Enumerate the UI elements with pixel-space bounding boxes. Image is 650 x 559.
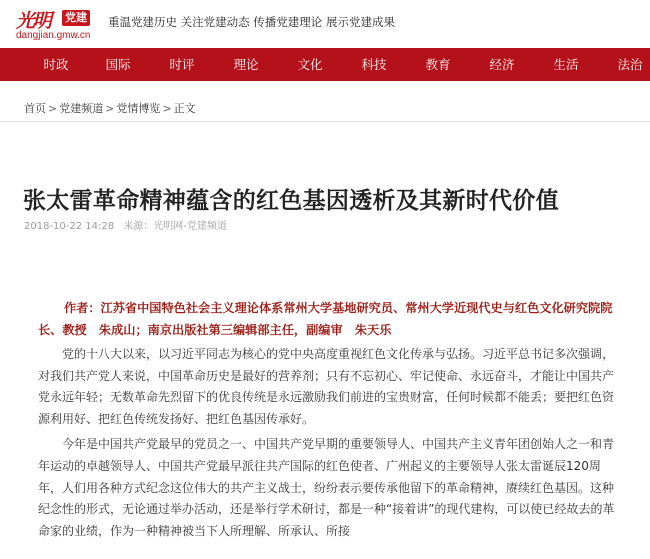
breadcrumb-channel[interactable]: 党建频道 bbox=[59, 102, 104, 115]
breadcrumb-home[interactable]: 首页 bbox=[24, 102, 46, 115]
nav-item-shenghuo[interactable]: 生活 bbox=[553, 57, 579, 72]
nav-item-fazhi[interactable]: 法治 bbox=[617, 57, 643, 72]
main-nav bbox=[0, 48, 650, 81]
site-header bbox=[0, 0, 650, 48]
nav-item-lilun[interactable]: 理论 bbox=[233, 57, 259, 72]
nav-item-shizheng[interactable]: 时政 bbox=[43, 57, 69, 72]
breadcrumb-current: 正文 bbox=[173, 102, 196, 115]
nav-item-guoji[interactable]: 国际 bbox=[105, 57, 131, 72]
nav-item-jingji[interactable]: 经济 bbox=[489, 57, 515, 72]
breadcrumb-separator: > bbox=[162, 102, 172, 115]
breadcrumb-separator: > bbox=[48, 102, 58, 115]
article-date: 2018-10-22 14:28 bbox=[24, 221, 115, 232]
nav-item-jiaoyu[interactable]: 教育 bbox=[425, 57, 451, 72]
article-byline: 作者：江苏省中国特色社会主义理论体系常州大学基地研究员、常州大学近现代史与红色文化研究院院长、教授 朱成山；南京出版社第三编辑部主任，副编审 朱天乐 bbox=[38, 301, 613, 337]
nav-item-keji[interactable]: 科技 bbox=[361, 57, 387, 72]
article-meta bbox=[24, 217, 233, 232]
site-logo[interactable] bbox=[14, 6, 96, 44]
logo-url: dangjian.gmw.cn bbox=[16, 30, 91, 41]
divider bbox=[0, 121, 650, 122]
article-paragraph: 党的十八大以来，以习近平同志为核心的党中央高度重视红色文化传承与弘扬。习近平总书记多次强调，对我们共产党人来说，中国革命历史是最好的营养剂；只有不忘初心、牢记使命、永远奋斗，才能让中国共产党永远年轻；无数革命先烈留下的优良传统是永远激励我们前进的宝贵财富，任何时候都不能丢；要把红色资源利用好、把红色传统发扬好、把红色基因传承好。 bbox=[38, 347, 615, 426]
nav-item-shiping[interactable]: 时评 bbox=[169, 57, 195, 72]
article-source: 来源：光明网-党建频道 bbox=[123, 221, 227, 232]
breadcrumb-section[interactable]: 党情博览 bbox=[116, 102, 161, 115]
article-title: 张太雷革命精神蕴含的红色基因透析及其新时代价值 bbox=[23, 187, 559, 214]
breadcrumb-separator: > bbox=[105, 102, 115, 115]
article-body bbox=[38, 297, 618, 542]
nav-item-wenhua[interactable]: 文化 bbox=[297, 57, 323, 72]
header-slogan: 重温党建历史 关注党建动态 传播党建理论 展示党建成果 bbox=[108, 15, 395, 29]
article-paragraph: 今年是中国共产党最早的党员之一、中国共产党早期的重要领导人、中国共产主义青年团创始人之一和青年运动的卓越领导人、中国共产党最早派往共产国际的红色使者、广州起义的主要领导人张太雷诞辰120周年，人们用各种方式纪念这位伟大的共产主义战士，纷纷表示要传承他留下的革命精神，赓续红色基因。这种纪念性的形式，无论通过举办活动，还是举行学术研讨，都是一种“接着讲”的现代建构，可以使已经故去的革命家的业绩，作为一种精神被当下人所理解、所承认、所接 bbox=[38, 437, 615, 538]
breadcrumb bbox=[24, 100, 196, 116]
logo-badge: 党建 bbox=[62, 10, 90, 26]
logo-script: 光明 bbox=[16, 10, 51, 32]
